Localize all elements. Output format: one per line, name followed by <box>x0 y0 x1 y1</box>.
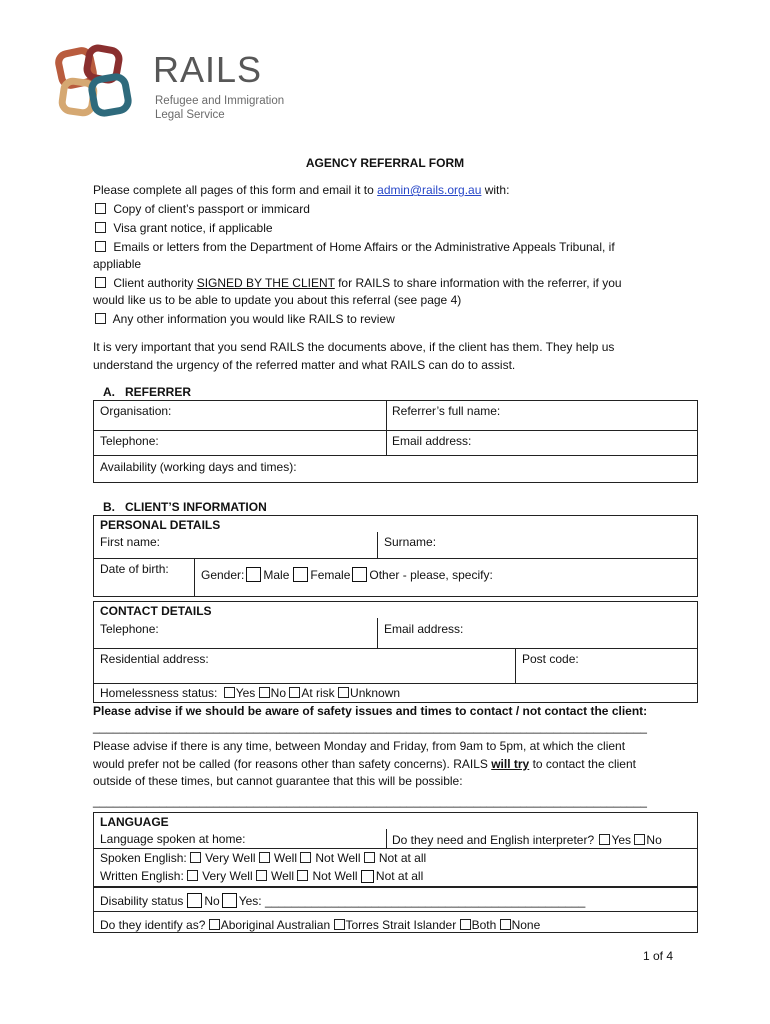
level-label: Very Well <box>205 851 256 865</box>
call-times-answer-line[interactable]: ___________________________________________________________________________________ <box>93 794 647 808</box>
doc-item-passport[interactable] <box>95 202 310 217</box>
logo-title: RAILS <box>153 49 263 90</box>
written-english-row <box>100 869 423 884</box>
form-title: AGENCY REFERRAL FORM <box>305 156 465 170</box>
identity-aboriginal-checkbox[interactable] <box>209 919 220 930</box>
spoken-well-checkbox[interactable] <box>259 852 270 863</box>
interpreter-yes-label: Yes <box>611 833 632 847</box>
first-name-field[interactable]: First name: <box>100 535 161 549</box>
disability-row <box>100 893 585 909</box>
doc-item-visa[interactable] <box>95 221 273 236</box>
written-verywell-checkbox[interactable] <box>187 870 198 881</box>
disability-no-label: No <box>204 894 220 908</box>
homeless-unknown-checkbox[interactable] <box>338 687 349 698</box>
divider <box>93 558 698 559</box>
language-heading: LANGUAGE <box>100 815 169 829</box>
spoken-verywell-checkbox[interactable] <box>190 852 201 863</box>
safety-answer-line[interactable]: ___________________________________________________________________________________ <box>93 720 647 734</box>
postcode-field[interactable]: Post code: <box>522 652 579 666</box>
divider <box>194 558 195 597</box>
residential-address-field[interactable]: Residential address: <box>100 652 209 666</box>
doc-item-label: Emails or letters from the Department of Home Affairs or the Administrative Appeals Tribunal, if <box>113 240 615 254</box>
homelessness-label: Homelessness status: <box>100 686 218 700</box>
spoken-english-row <box>100 851 426 866</box>
checkbox[interactable] <box>95 222 106 233</box>
rails-logo-mark <box>55 44 145 124</box>
availability-field[interactable]: Availability (working days and times): <box>100 460 297 474</box>
disability-label: Disability status <box>100 894 184 908</box>
written-well-checkbox[interactable] <box>256 870 267 881</box>
divider <box>386 829 387 848</box>
organisation-field[interactable]: Organisation: <box>100 404 172 418</box>
checkbox[interactable] <box>95 277 106 288</box>
checkbox[interactable] <box>95 313 106 324</box>
interpreter-label: Do they need and English interpreter? <box>392 833 595 847</box>
written-notatall-checkbox[interactable] <box>361 870 374 883</box>
level-label: Not at all <box>375 869 424 883</box>
level-label: Well <box>273 851 298 865</box>
will-try-text: will try <box>491 757 530 771</box>
level-label: Very Well <box>202 869 253 883</box>
gender-row <box>201 567 493 583</box>
divider <box>386 400 387 455</box>
gender-male-checkbox[interactable] <box>246 567 261 582</box>
intro-lead <box>93 183 509 198</box>
doc-item-authority-cont: would like us to be able to update you about this referral (see page 4) <box>93 293 462 307</box>
identity-both-checkbox[interactable] <box>460 919 471 930</box>
identity-option-label: Aboriginal Australian <box>220 918 331 932</box>
divider <box>93 648 698 649</box>
identity-label: Do they identify as? <box>100 918 206 932</box>
section-b-heading: B. CLIENT’S INFORMATION <box>103 500 267 514</box>
doc-item-label: Copy of client’s passport or immicard <box>113 202 310 216</box>
call-times-line2 <box>93 757 636 772</box>
checkbox[interactable] <box>95 241 106 252</box>
gender-other-checkbox[interactable] <box>352 567 367 582</box>
gender-female-label: Female <box>310 568 351 582</box>
call-times-text: would prefer not be called (for reasons other than safety concerns). RAILS <box>93 757 492 771</box>
identity-option-label: Torres Strait Islander <box>345 918 457 932</box>
homeless-yes-checkbox[interactable] <box>224 687 235 698</box>
homeless-no-checkbox[interactable] <box>259 687 270 698</box>
interpreter-yes-checkbox[interactable] <box>599 834 610 845</box>
level-label: Not Well <box>312 869 358 883</box>
divider <box>515 648 516 683</box>
homeless-unknown-label: Unknown <box>350 686 401 700</box>
divider <box>93 848 698 849</box>
divider <box>93 430 698 431</box>
disability-no-checkbox[interactable] <box>187 893 202 908</box>
homeless-yes-label: Yes <box>235 686 256 700</box>
gender-female-checkbox[interactable] <box>293 567 308 582</box>
doc-item-emails[interactable] <box>95 240 615 255</box>
identity-none-checkbox[interactable] <box>500 919 511 930</box>
interpreter-no-checkbox[interactable] <box>634 834 645 845</box>
call-times-text: to contact the client <box>529 757 636 771</box>
divider <box>93 911 698 912</box>
interpreter-row <box>392 833 662 848</box>
safety-heading: Please advise if we should be aware of safety issues and times to contact / not contact the client: <box>93 704 648 718</box>
email-link[interactable]: admin@rails.org.au <box>377 183 482 197</box>
importance-line1: It is very important that you send RAILS the documents above, if the client has them. They help us <box>93 340 615 354</box>
level-label: Not Well <box>315 851 361 865</box>
level-label: Not at all <box>378 851 427 865</box>
referrer-email-field[interactable]: Email address: <box>392 434 472 448</box>
homeless-atrisk-label: At risk <box>301 686 335 700</box>
identity-option-label: Both <box>471 918 497 932</box>
section-a-heading: A. REFERRER <box>103 385 192 399</box>
intro-lead-end: with: <box>481 183 510 197</box>
home-language-field[interactable]: Language spoken at home: <box>100 832 246 846</box>
client-email-field[interactable]: Email address: <box>384 622 464 636</box>
importance-line2: understand the urgency of the referred matter and what RAILS can do to assist. <box>93 358 516 372</box>
homeless-no-label: No <box>270 686 286 700</box>
signed-by-client-text: SIGNED BY THE CLIENT <box>196 276 335 290</box>
spoken-notwell-checkbox[interactable] <box>300 852 311 863</box>
referrer-telephone-field[interactable]: Telephone: <box>100 434 159 448</box>
identity-row <box>100 918 540 933</box>
spoken-english-label: Spoken English: <box>100 851 187 865</box>
level-label: Well <box>270 869 295 883</box>
personal-details-heading: PERSONAL DETAILS <box>100 518 221 532</box>
surname-field[interactable]: Surname: <box>384 535 437 549</box>
spoken-notatall-checkbox[interactable] <box>364 852 375 863</box>
gender-male-label: Male <box>263 568 290 582</box>
interpreter-no-label: No <box>646 833 662 847</box>
gender-label: Gender: <box>201 568 245 582</box>
dob-field[interactable]: Date of birth: <box>100 562 169 576</box>
contact-details-heading: CONTACT DETAILS <box>100 604 212 618</box>
doc-item-label: Any other information you would like RAILS to review <box>112 312 395 326</box>
identity-option-label: None <box>511 918 541 932</box>
doc-item-other[interactable] <box>95 312 395 327</box>
intro-lead-text: Please complete all pages of this form and email it to <box>93 183 378 197</box>
divider <box>93 455 698 456</box>
referrer-name-field[interactable]: Referrer’s full name: <box>392 404 501 418</box>
doc-item-authority[interactable] <box>95 276 622 291</box>
disability-yes-checkbox[interactable] <box>222 893 237 908</box>
divider <box>377 532 378 558</box>
gender-other-label: Other - please, specify: <box>369 568 493 582</box>
doc-item-label-rest: for RAILS to share information with the referrer, if you <box>334 276 622 290</box>
page-number: 1 of 4 <box>643 949 674 963</box>
written-english-label: Written English: <box>100 869 184 883</box>
identity-torres-checkbox[interactable] <box>334 919 345 930</box>
call-times-line1: Please advise if there is any time, between Monday and Friday, from 9am to 5pm, at which the client <box>93 739 626 753</box>
doc-item-emails-cont: appliable <box>93 257 142 271</box>
divider <box>377 618 378 648</box>
checkbox[interactable] <box>95 203 106 214</box>
homeless-atrisk-checkbox[interactable] <box>289 687 300 698</box>
doc-item-label: Visa grant notice, if applicable <box>113 221 273 235</box>
disability-yes-label[interactable]: Yes: ________________________________________________ <box>238 894 586 908</box>
logo-subtitle-line1: Refugee and Immigration <box>155 95 285 107</box>
homelessness-row <box>100 686 400 701</box>
logo-subtitle-line2: Legal Service <box>155 109 225 121</box>
divider <box>93 683 698 684</box>
doc-item-label: Client authority <box>113 276 197 290</box>
call-times-line3: outside of these times, but cannot guarantee that this will be possible: <box>93 774 463 788</box>
written-notwell-checkbox[interactable] <box>297 870 308 881</box>
client-telephone-field[interactable]: Telephone: <box>100 622 159 636</box>
